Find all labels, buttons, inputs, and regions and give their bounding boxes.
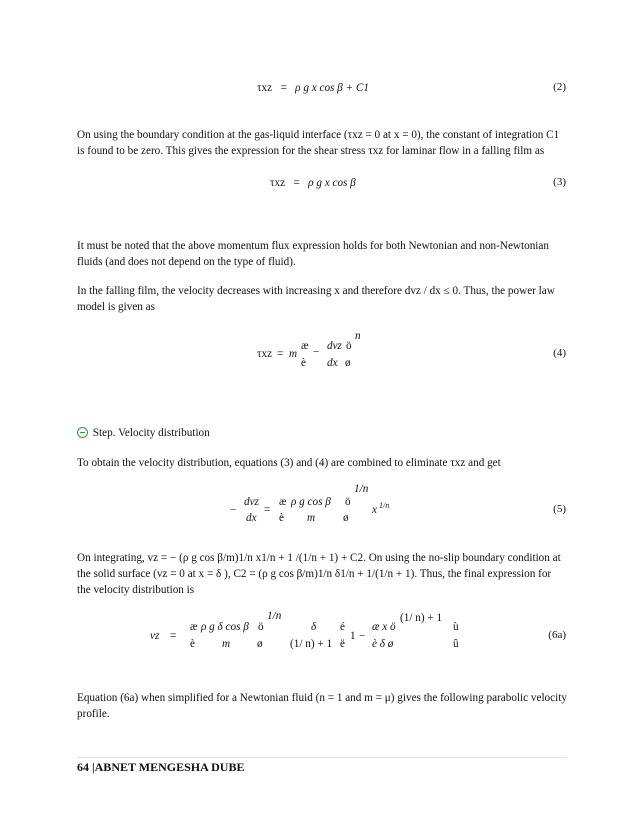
eq6a-numerator: ρ g δ cos β [201, 621, 249, 633]
eq4-equals: = [277, 348, 284, 360]
eq6a-ratio-bottom: è δ ø [372, 638, 394, 650]
paragraph-momentum-flux: It must be noted that the above momentum flux expression holds for both Newtonian and non-Newtonian fluids (and does not depend on the type of fluid). [77, 240, 549, 269]
eq6a-lhs: vz [150, 630, 160, 642]
eq6a-bracket-top-right: ö [258, 621, 264, 633]
eq4-bracket-bottom-left: è [301, 357, 306, 369]
step-label: Step. Velocity distribution [92, 427, 210, 439]
eq5-x-exponent: 1/n [379, 501, 390, 510]
paragraph-power-law: In the falling film, the velocity decreases with increasing x and therefore dvz / dx ≤ 0. Thus, the power law model is given as [77, 285, 555, 314]
eq6a-square-bracket-bottom-left: ë [340, 638, 345, 650]
eq6a-bracket-bottom-left: è [190, 638, 195, 650]
paragraph-newtonian: Equation (6a) when simplified for a Newtonian fluid (n = 1 and m = μ) gives the following parabolic velocity profile. [77, 692, 567, 721]
eq5-minus: − [230, 504, 237, 516]
eq5-equals: = [264, 504, 271, 516]
equation-3 [270, 175, 356, 191]
eq6a-denominator: m [222, 638, 231, 650]
eq6a-square-bracket-top-right: ù [453, 621, 459, 633]
footer-divider [77, 757, 567, 758]
eq5-number: (5) [553, 503, 566, 515]
eq6a-number: (6a) [548, 629, 566, 641]
eq4-number: (4) [553, 347, 566, 359]
eq2-number: (2) [553, 81, 566, 93]
eq5-bracket-bottom-right: ø [343, 512, 349, 524]
eq5-denominator: m [307, 512, 316, 524]
paragraph-boundary-condition: On using the boundary condition at the gas-liquid interface (τxz = 0 at x = 0), the constant of integration C1 is found to be zero. This gives the expression for the shear stress τxz for laminar flow in a falling film as [77, 129, 560, 158]
eq6a-bracket-bottom-right: ø [257, 638, 263, 650]
eq2-lhs: τxz [257, 82, 273, 94]
step-heading [77, 425, 210, 441]
eq6a-equals: = [170, 630, 177, 642]
eq5-bracket-top-left: æ [279, 496, 287, 508]
eq6a-bracket-top-left: æ [190, 621, 198, 633]
eq6a-exponent: 1/n [267, 610, 282, 622]
eq6a-square-bracket-bottom-right: û [453, 638, 459, 650]
eq4-bracket-top-right: ö [346, 340, 352, 352]
eq3-rhs: ρ g x cos β [308, 177, 356, 189]
eq6a-square-bracket-top-left: é [340, 621, 345, 633]
eq4-bracket-top-left: æ [301, 340, 309, 352]
eq3-equals: = [293, 177, 300, 189]
equation-2 [257, 80, 369, 96]
eq4-dx: dx [327, 357, 338, 369]
eq4-exponent: n [355, 330, 361, 342]
eq3-number: (3) [553, 176, 566, 188]
eq4-dvz: dvz [327, 340, 342, 352]
eq5-bracket-top-right: ö [345, 496, 351, 508]
eq5-bracket-bottom-left: è [279, 512, 284, 524]
eq5-dvz: dvz [244, 496, 259, 508]
eq2-rhs: ρ g x cos β + C1 [295, 82, 369, 94]
eq4-lhs: τxz [257, 348, 273, 360]
paragraph-combine-equations: To obtain the velocity distribution, equations (3) and (4) are combined to eliminate τxz and get [77, 457, 501, 469]
eq2-equals: = [280, 82, 287, 94]
eq6a-ratio-top: æ x ö [372, 621, 396, 633]
eq6a-ratio-exponent: (1/ n) + 1 [400, 612, 443, 624]
eq5-numerator: ρ g cos β [291, 496, 331, 508]
eq3-lhs: τxz [270, 177, 286, 189]
minus-circle-icon[interactable] [77, 427, 88, 438]
paragraph-integration: On integrating, vz = − (ρ g cos β/m)1/n x1/n + 1 /(1/n + 1) + C2. On using the no-slip boundary condition at the solid surface (vz = 0 at x = δ ), C2 = (ρ g cos β/m)1/n δ1/n + 1/(1/n + 1). Thus, the final expression for the velocity distribution is [77, 552, 561, 597]
eq6a-one: 1 [350, 630, 356, 642]
eq4-m: m [289, 348, 298, 360]
eq6a-minus: − [359, 630, 366, 642]
eq6a-fraction-denominator: (1/ n) + 1 [290, 638, 333, 650]
eq6a-delta: δ [311, 621, 317, 633]
eq4-bracket-bottom-right: ø [345, 357, 351, 369]
eq5-exponent: 1/n [354, 483, 369, 495]
eq5-x: x [372, 504, 377, 516]
page-footer: 64 |ABNET MENGESHA DUBE [77, 760, 245, 774]
eq5-dx: dx [246, 512, 257, 524]
eq4-minus: − [313, 346, 320, 358]
